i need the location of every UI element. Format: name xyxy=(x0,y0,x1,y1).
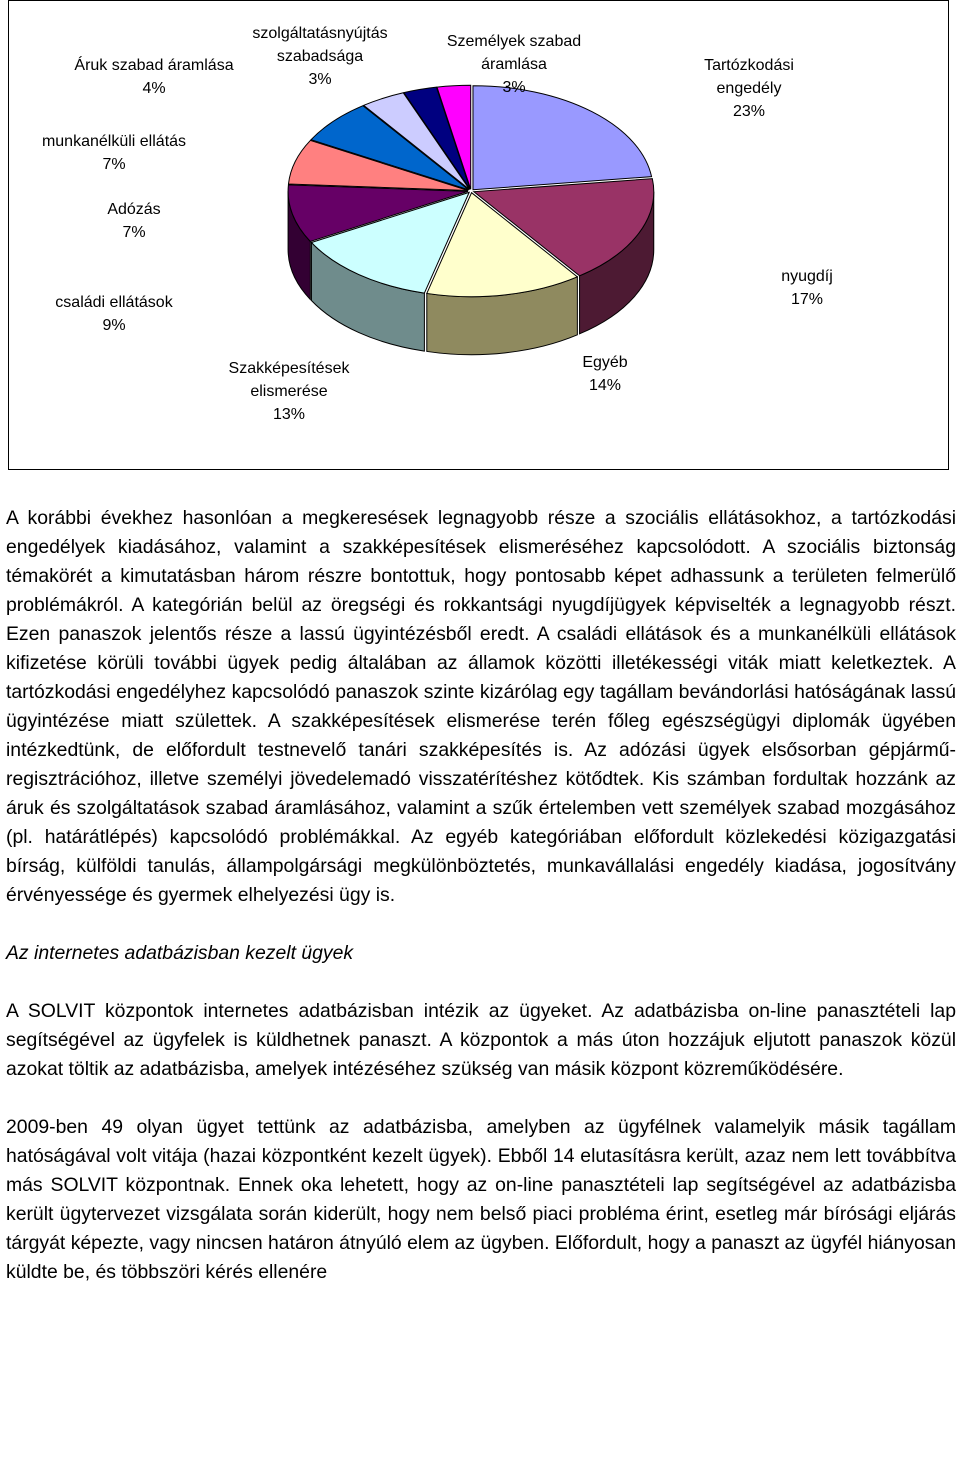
label-nyugdij: nyugdíj 17% xyxy=(781,268,833,308)
label-tartozkodasi: Tartózkodási engedély 23% xyxy=(704,57,794,120)
label-csaladi: családi ellátások 9% xyxy=(55,294,173,334)
label-szakkepesitesek: Szakképesítések elismerése 13% xyxy=(228,360,350,423)
document-body xyxy=(6,504,956,1287)
label-egyeb: Egyéb 14% xyxy=(582,354,628,394)
label-aruk: Áruk szabad áramlása 4% xyxy=(74,57,234,97)
section-heading: Az internetes adatbázisban kezelt ügyek xyxy=(6,942,354,964)
paragraph-2009-cases: 2009-ben 49 olyan ügyet tettünk az adatbázisba, amelyben az ügyfélnek valamelyik másik tagállam hatóságával volt vitája (hazai központként kezelt ügyek). Ebből 14 elutasításra került, azaz nem lett továbbítva más SOLVIT központnak. Ennek oka lehetett, hogy az on-line panasztételi lap segítségével az adatbázisba került ügytervezet vizsgálata során kiderült, hogy nem belső piaci probléma érint, esetleg már bírósági eljárás tárgyát képezte, vagy nincsen határon átnyúló elem az ügyben. Előfordult, hogy a panaszt az ügyfél hiányosan küldte be, és többszöri kérés ellenére xyxy=(6,1116,956,1283)
label-adozas: Adózás 7% xyxy=(107,201,161,241)
paragraph-social-security: A korábbi évekhez hasonlóan a megkeresések legnagyobb része a szociális ellátásokhoz, a tartózkodási engedélyek kiadásához, valamint a szakképesítések elismeréséhez kapcsolódott. A szociális biztonság témakörét a kimutatásban három részre bontottuk, hogy pontosabb képet adhassunk a területen felmerülő problémákról. A kategórián belül az öregségi és rokkantsági nyugdíjügyek képviselték a legnagyobb részt. Ezen panaszok jelentős része a lassú ügyintézésből eredt. A családi ellátások és a munkanélküli ellátások kifizetése körüli további ügyek pedig általában az államok közötti illetékességi viták miatt keletkeztek. A tartózkodási engedélyhez kapcsolódó panaszok szinte kizárólag egy tagállam bevándorlási hatóságának lassú ügyintézése miatt születtek. A szakképesítések elismerése terén főleg egészségügyi diplomák ügyében intézkedtünk, de előfordult testnevelő tanári szakképesítés is. Az adózási ügyek elsősorban gépjármű-regisztrációhoz, illetve személyi jövedelemadó visszatérítéshez kötődtek. Kis számban fordultak hozzánk az áruk és szolgáltatások szabad áramlásához, valamint a szűk értelemben vett személyek szabad mozgásához (pl. határátlépés) kapcsolódó problémákkal. Az egyéb kategóriában előfordult közlekedési közigazgatási bírság, külföldi tanulás, állampolgársági megkülönböztetés, munkavállalási engedély kiadása, jogosítvány érvényessége és gyermek elhelyezési ügy is. xyxy=(6,507,956,906)
label-szolgaltatas: szolgáltatásnyújtás szabadsága 3% xyxy=(252,25,388,88)
pie-chart-frame xyxy=(8,0,949,470)
label-munkanelkuli: munkanélküli ellátás 7% xyxy=(41,133,187,173)
paragraph-database: A SOLVIT központok internetes adatbázisban intézik az ügyeket. Az adatbázisba on-line panasztételi lap segítségével az ügyfelek is küldhetnek panaszt. A központok a más úton hozzájuk eljutott panaszok közül azokat töltik az adatbázisba, amelyek intézéséhez szükség van másik központ közreműködésére. xyxy=(6,1000,956,1080)
pie-slice-0 xyxy=(473,86,652,190)
label-szemelyek: Személyek szabad áramlása 3% xyxy=(446,33,582,96)
